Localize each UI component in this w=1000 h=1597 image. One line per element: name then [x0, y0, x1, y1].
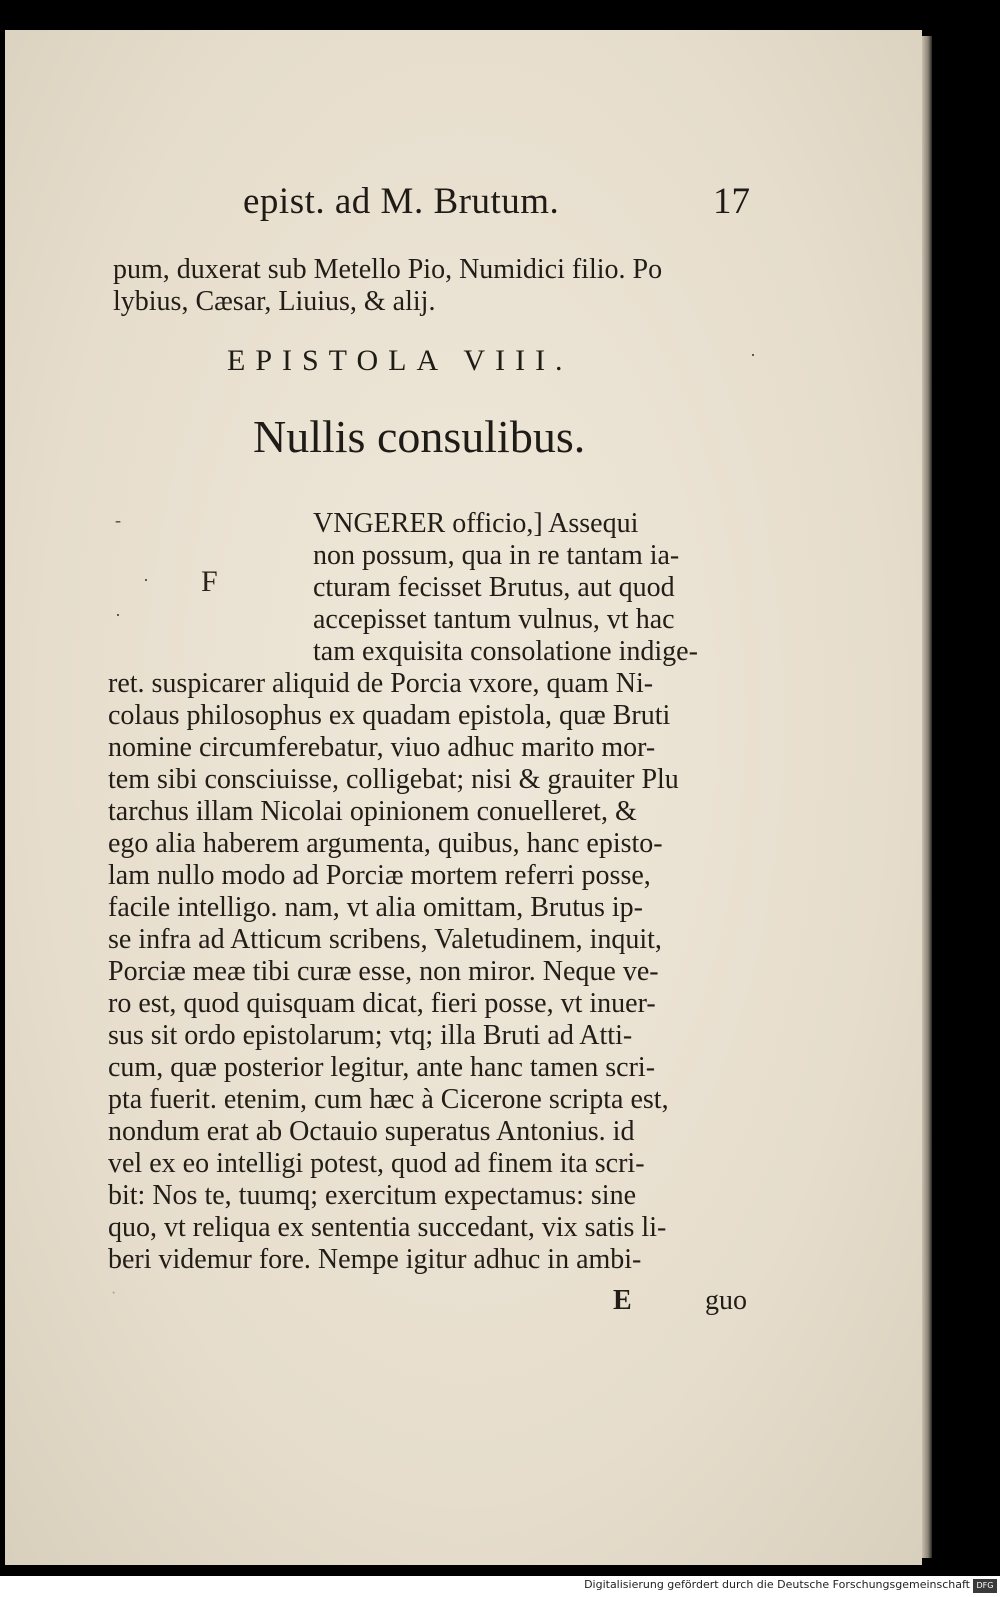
body-line: sus sit ordo epistolarum; vtq; illa Bruti ad Atti- [108, 1020, 633, 1051]
footer-bar [0, 1576, 1000, 1597]
lemma-heading: Nullis consulibus. [253, 411, 586, 462]
body-line: lam nullo modo ad Porciæ mortem referri posse, [108, 860, 651, 891]
running-head: epist. ad M. Brutum. [243, 181, 560, 222]
body-line: tem sibi consciuisse, colligebat; nisi & grauiter Plu [108, 764, 679, 795]
margin-mark: · [115, 605, 121, 625]
page-number: 17 [713, 181, 750, 222]
body-line: vel ex eo intelligi potest, quod ad finem ita scri- [108, 1148, 645, 1179]
body-line: Porciæ meæ tibi curæ esse, non miror. Neque ve- [108, 956, 659, 987]
indented-line: non possum, qua in re tantam ia- [313, 540, 680, 571]
indented-line: accepisset tantum vulnus, vt hac [313, 604, 675, 635]
signature-mark: E [613, 1285, 632, 1316]
body-line: bit: Nos te, tuumq; exercitum expectamus: sine [108, 1180, 636, 1211]
margin-mark: - [115, 510, 121, 530]
catchword: guo [705, 1285, 747, 1316]
body-line: ego alia haberem argumenta, quibus, hanc episto- [108, 828, 663, 859]
drop-initial: F [201, 565, 218, 598]
book-page [5, 30, 922, 1565]
body-line: ro est, quod quisquam dicat, fieri posse, vt inuer- [108, 988, 656, 1019]
body-line: nondum erat ab Octauio superatus Antonius. id [108, 1116, 635, 1147]
indented-line: VNGERER officio,] Assequi [313, 508, 639, 539]
indented-line: tam exquisita consolatione indige- [313, 636, 698, 667]
body-line: se infra ad Atticum scribens, Valetudinem, inquit, [108, 924, 662, 955]
epistola-heading: EPISTOLA VIII. [227, 344, 573, 377]
margin-mark: · [750, 345, 756, 365]
body-line: tarchus illam Nicolai opinionem conuelleret, & [108, 796, 637, 827]
dfg-logo-icon: DFG [973, 1579, 997, 1593]
body-line: ret. suspicarer aliquid de Porcia vxore, quam Ni- [108, 668, 654, 699]
footer-credit: Digitalisierung gefördert durch die Deutsche Forschungsgemeinschaft [584, 1578, 970, 1591]
faint-marginal-mark: · [111, 1285, 117, 1302]
body-line: beri videmur fore. Nempe igitur adhuc in ambi- [108, 1244, 642, 1275]
body-line: pta fuerit. etenim, cum hæc à Cicerone scripta est, [108, 1084, 669, 1115]
indented-line: cturam fecisset Brutus, aut quod [313, 572, 675, 603]
margin-mark: · [143, 570, 149, 590]
page-edge [922, 36, 932, 1558]
body-line: pum, duxerat sub Metello Pio, Numidici filio. Po [113, 254, 663, 285]
body-line: lybius, Cæsar, Liuius, & alij. [113, 286, 436, 317]
body-line: quo, vt reliqua ex sententia succedant, vix satis li- [108, 1212, 667, 1243]
body-line: colaus philosophus ex quadam epistola, quæ Bruti [108, 700, 671, 731]
body-line: facile intelligo. nam, vt alia omittam, Brutus ip- [108, 892, 643, 923]
body-line: cum, quæ posterior legitur, ante hanc tamen scri- [108, 1052, 656, 1083]
body-line: nomine circumferebatur, viuo adhuc marito mor- [108, 732, 656, 763]
